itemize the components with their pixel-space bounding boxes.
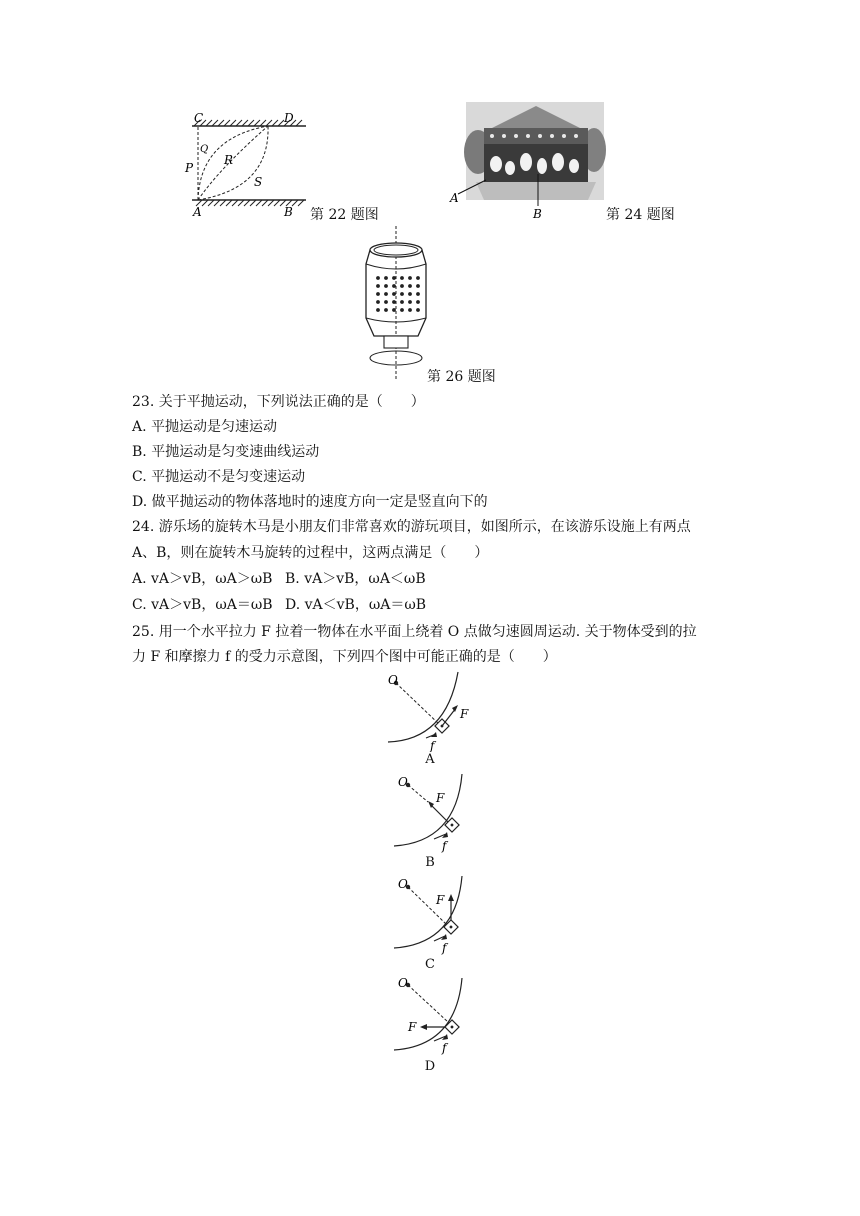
q25-stem-line2: 力 F 和摩擦力 f 的受力示意图，下列四个图中可能正确的是（ ） [132, 649, 557, 665]
figure-26-caption: 第 26 题图 [427, 369, 496, 385]
q24-option-d: D. vA＜vB，ωA＝ωB [285, 597, 427, 613]
q25-diagram-b-label: B [425, 855, 435, 870]
q25-d-label-F: F [408, 1020, 417, 1034]
fig22-label-B: B [284, 205, 293, 219]
q23-stem: 23. 关于平抛运动，下列说法正确的是（ ） [132, 394, 425, 410]
q25-c-label-F: F [436, 893, 445, 907]
q24-stem-line1: 24. 游乐场的旋转木马是小朋友们非常喜欢的游玩项目，如图所示，在该游乐设施上有两点 [132, 519, 691, 535]
q25-c-label-f: f [442, 941, 447, 955]
q25-b-label-O: O [398, 775, 408, 789]
q25-b-label-f: f [442, 839, 447, 853]
fig24-label-B: B [533, 207, 542, 220]
q25-a-label-f: f [430, 739, 435, 752]
q25-diagram-d [390, 976, 480, 1058]
figure-22-diagram [180, 108, 315, 220]
figure-24-carousel-photo [448, 102, 608, 220]
fig22-label-Q: Q [200, 144, 209, 155]
fig22-label-P: P [185, 161, 194, 175]
q25-a-label-O: O [388, 673, 398, 687]
q25-a-label-F: F [460, 707, 469, 721]
q23-option-d: D. 做平抛运动的物体落地时的速度方向一定是竖直向下的 [132, 494, 488, 510]
fig22-label-D: D [284, 111, 294, 125]
q24-option-c: C. vA＞vB，ωA＝ωB [132, 597, 273, 613]
q23-option-a: A. 平抛运动是匀速运动 [132, 419, 278, 435]
q25-diagram-d-label: D [424, 1059, 436, 1074]
figure-22-caption: 第 22 题图 [310, 207, 379, 223]
q25-diagram-c [390, 874, 480, 956]
q24-stem-line2: A、B，则在旋转木马旋转的过程中，这两点满足（ ） [132, 545, 489, 561]
fig24-label-A: A [450, 191, 459, 205]
fig22-label-A: A [193, 205, 202, 219]
figure-24-caption: 第 24 题图 [606, 207, 675, 223]
q25-stem-line1: 25. 用一个水平拉力 F 拉着一物体在水平面上绕着 O 点做匀速圆周运动. 关于物体受到的拉 [132, 624, 697, 640]
q25-diagram-a [384, 670, 474, 752]
q23-option-b: B. 平抛运动是匀变速曲线运动 [132, 444, 320, 460]
q23-option-c: C. 平抛运动不是匀变速运动 [132, 469, 306, 485]
figure-26-spin-drum [358, 226, 438, 382]
q25-diagram-b [390, 772, 480, 854]
q24-option-b: B. vA＞vB，ωA＜ωB [285, 571, 426, 587]
fig22-label-R: R [224, 153, 234, 167]
q25-diagram-c-label: C [425, 957, 435, 972]
q25-c-label-O: O [398, 877, 408, 891]
fig22-label-S: S [254, 175, 263, 189]
q24-option-a: A. vA＞vB，ωA＞ωB [132, 571, 273, 587]
q25-d-label-O: O [398, 976, 408, 990]
fig22-label-C: C [194, 111, 204, 125]
q25-b-label-F: F [436, 791, 445, 805]
q25-diagram-a-label: A [425, 752, 435, 767]
q25-d-label-f: f [442, 1041, 447, 1055]
